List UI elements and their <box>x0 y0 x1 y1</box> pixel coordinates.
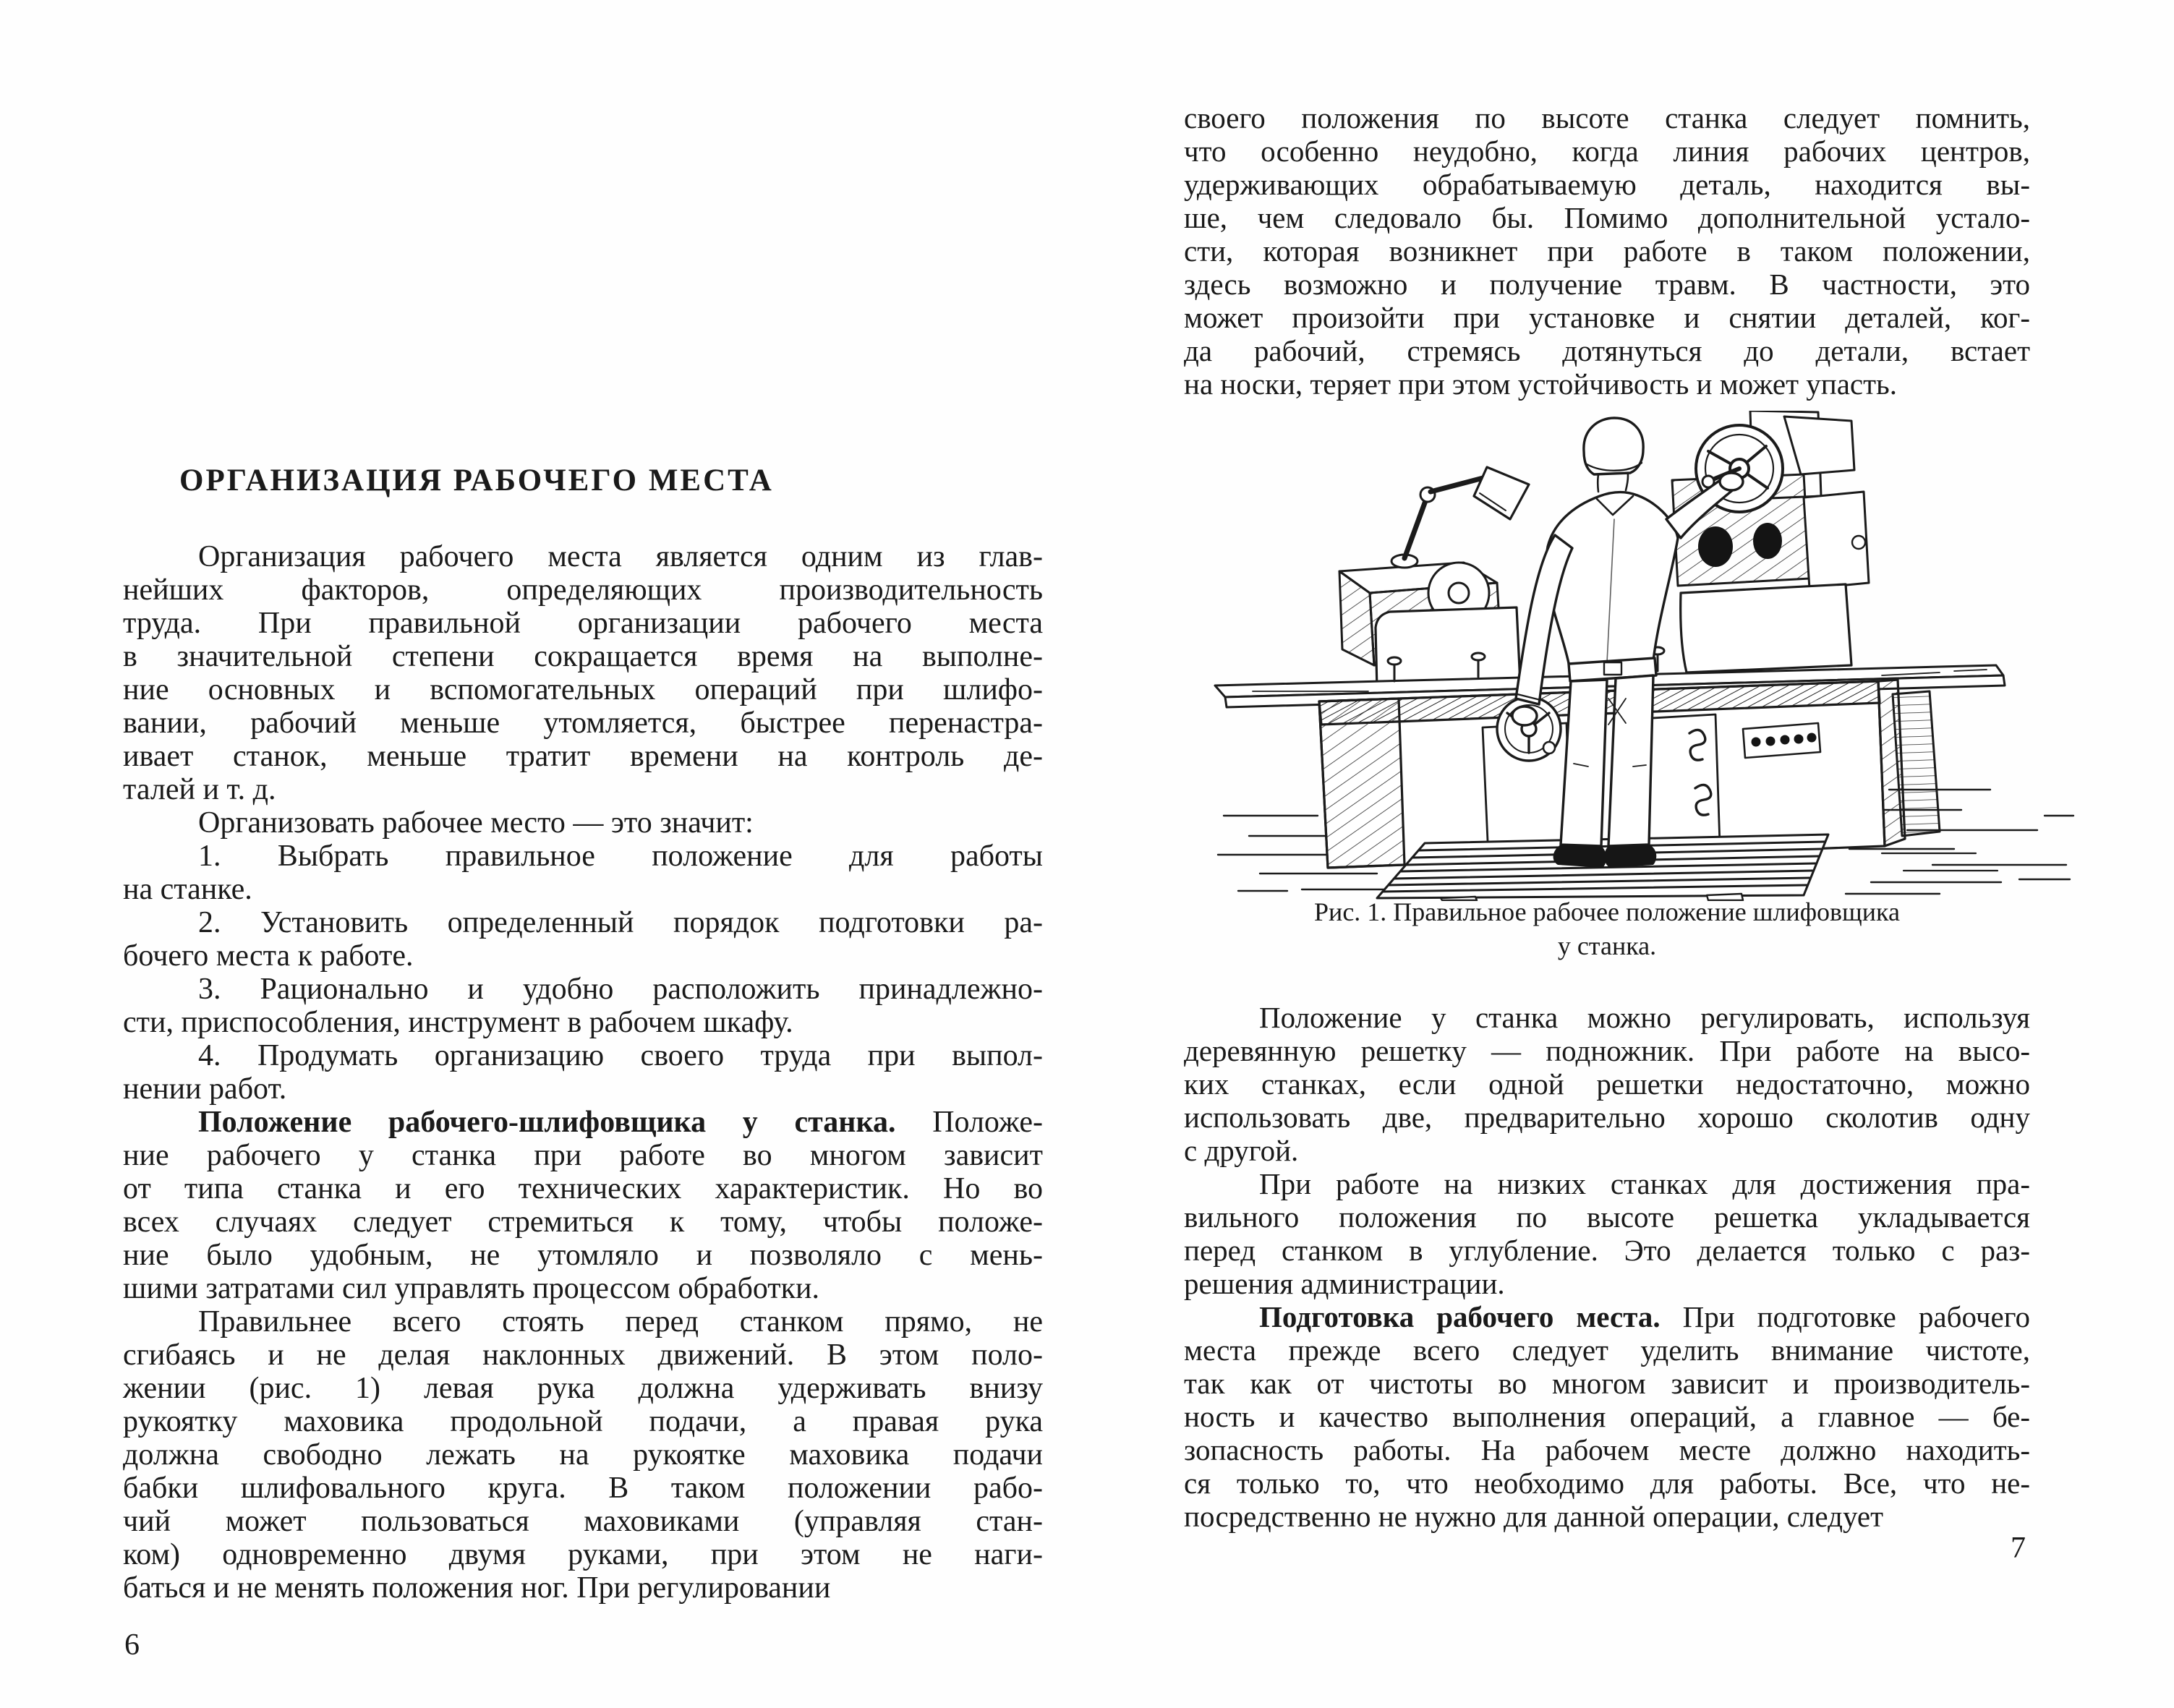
text-line: чий может пользоваться маховиками (управляя стан- <box>123 1505 1043 1538</box>
text-line: нейших факторов, определяющих производительность <box>123 573 1043 607</box>
figure-caption-line-1: Рис. 1. Правильное рабочее положение шлифовщика <box>1314 897 1900 926</box>
text-line: бабки шлифовального круга. В таком положении рабо- <box>123 1472 1043 1505</box>
text-line: вании, рабочий меньше утомляется, быстрее перенастра- <box>123 706 1043 740</box>
text-line: 1. Выбрать правильное положение для работы <box>198 840 1043 873</box>
text-line: что особенно неудобно, когда линия рабочих центров, <box>1184 134 2030 168</box>
paragraph-with-runin-heading <box>123 1106 1043 1305</box>
right-page-top-text <box>1184 101 2030 401</box>
text-line: жении (рис. 1) левая рука должна удерживать внизу <box>123 1372 1043 1405</box>
text-line: Положение рабочего-шлифовщика у станка. Положе- <box>198 1106 1043 1139</box>
text-line: места прежде всего следует уделить внимание чистоте, <box>1184 1333 2030 1367</box>
worker-torso <box>1546 492 1678 667</box>
text-line: 4. Продумать организацию своего труда при выпол- <box>198 1039 1043 1072</box>
text-line: ность и качество выполнения операций, а главное — бе- <box>1184 1400 2030 1433</box>
text-line: Организовать рабочее место — это значит: <box>198 806 754 840</box>
text-line: талей и т. д. <box>123 773 276 806</box>
text-line: ких станках, если одной решетки недостаточно, можно <box>1184 1067 2030 1101</box>
text-line: ше, чем следовало бы. Помимо дополнительной устало- <box>1184 201 2030 234</box>
text-line: от типа станка и его технических характеристик. Но во <box>123 1172 1043 1205</box>
text-line: сти, которая возникнет при работе в таком положении, <box>1184 234 2030 268</box>
text-line: ние основных и вспомогательных операций при шлифо- <box>123 673 1043 706</box>
text-line: в значительной степени сокращается время на выполне- <box>123 640 1043 673</box>
paragraph-with-runin-heading <box>1184 1300 2030 1533</box>
text-line: ние было удобным, не утомляло и позволяло с мень- <box>123 1239 1043 1272</box>
worker-head-cap <box>1584 418 1643 492</box>
paragraph <box>1184 1001 2030 1167</box>
text-line: здесь возможно и получение травм. В частности, это <box>1184 268 2030 301</box>
list-item <box>123 906 1043 973</box>
desk-lamp-icon <box>1391 467 1529 568</box>
text-line: Подготовка рабочего места. При подготовке рабочего <box>1259 1300 2030 1333</box>
text-line: может произойти при установке и снятии деталей, ког- <box>1184 301 2030 334</box>
right-page-bottom-text <box>1184 1001 2030 1533</box>
left-page <box>123 463 1043 1605</box>
paragraph <box>1184 101 2030 401</box>
paragraph <box>1184 1167 2030 1300</box>
text-line: да рабочий, стремясь дотянуться до детали, встает <box>1184 334 2030 367</box>
list-item <box>123 840 1043 906</box>
text-line: должна свободно лежать на рукоятке маховика подачи <box>123 1438 1043 1472</box>
text-line: посредственно не нужно для данной операции, следует <box>1184 1500 1884 1533</box>
text-line: деревянную решетку — подножник. При работе на высо- <box>1184 1034 2030 1067</box>
text-line: баться и не менять положения ног. При регулировании <box>123 1571 831 1605</box>
page-number-left: 6 <box>124 1628 140 1662</box>
text-line: с другой. <box>1184 1134 1299 1167</box>
text-line: бочего места к работе. <box>123 939 414 973</box>
figure-1-illustration <box>1209 411 2077 901</box>
page-number-right: 7 <box>2011 1532 2026 1565</box>
text-line: сти, приспособления, инструмент в рабочем шкафу. <box>123 1006 793 1039</box>
control-buttons-panel <box>1743 723 1820 758</box>
text-line: так как от чистоты во многом зависит и производитель- <box>1184 1367 2030 1400</box>
text-line: на носки, теряет при этом устойчивость и может упасть. <box>1184 367 1897 401</box>
list-item <box>123 1039 1043 1106</box>
text-line: своего положения по высоте станка следует помнить, <box>1184 101 2030 134</box>
text-line: вильного положения по высоте решетка укладывается <box>1184 1200 2030 1234</box>
text-line: Правильнее всего стоять перед станком прямо, не <box>198 1305 1043 1338</box>
text-line: шими затратами сил управлять процессом обработки. <box>123 1272 820 1305</box>
text-line: удерживающих обрабатываемую деталь, находится вы- <box>1184 168 2030 201</box>
text-line: ивает станок, меньше тратит времени на контроль де- <box>123 740 1043 773</box>
list-item <box>123 973 1043 1039</box>
text-line: Положение у станка можно регулировать, используя <box>1259 1001 2030 1034</box>
text-line: При работе на низких станках для достижения пра- <box>1259 1167 2030 1200</box>
text-line: на станке. <box>123 873 252 906</box>
paragraph <box>123 806 1043 840</box>
text-line: зопасность работы. На рабочем месте должно находить- <box>1184 1433 2030 1466</box>
paragraph <box>123 540 1043 806</box>
text-line: труда. При правильной организации рабочего места <box>123 607 1043 640</box>
text-line: всех случаях следует стремиться к тому, чтобы положе- <box>123 1205 1043 1239</box>
figure-caption <box>1184 895 2030 963</box>
text-line: использовать две, предварительно хорошо сколотив одну <box>1184 1101 2030 1134</box>
text-line: ние рабочего у станка при работе во многом зависит <box>123 1139 1043 1172</box>
text-line: 3. Рационально и удобно расположить принадлежно- <box>198 973 1043 1006</box>
text-line: ком) одновременно двумя руками, при этом не наги- <box>123 1538 1043 1571</box>
text-line: ся только то, что необходимо для работы. Все, что не- <box>1184 1466 2030 1500</box>
text-line: перед станком в углубление. Это делается только с раз- <box>1184 1234 2030 1267</box>
grinding-machine-drawing <box>1209 411 2077 901</box>
text-line: Организация рабочего места является одним из глав- <box>198 540 1043 573</box>
text-line: сгибаясь и не делая наклонных движений. В этом поло- <box>123 1338 1043 1372</box>
text-line: рукоятку маховика продольной подачи, а правая рука <box>123 1405 1043 1438</box>
text-line: решения администрации. <box>1184 1267 1505 1300</box>
text-line: 2. Установить определенный порядок подготовки ра- <box>198 906 1043 939</box>
text-line: нении работ. <box>123 1072 287 1106</box>
figure-caption-line-2: у станка. <box>1557 931 1657 960</box>
section-heading: ОРГАНИЗАЦИЯ РАБОЧЕГО МЕСТА <box>179 464 774 498</box>
paragraph <box>123 1305 1043 1605</box>
